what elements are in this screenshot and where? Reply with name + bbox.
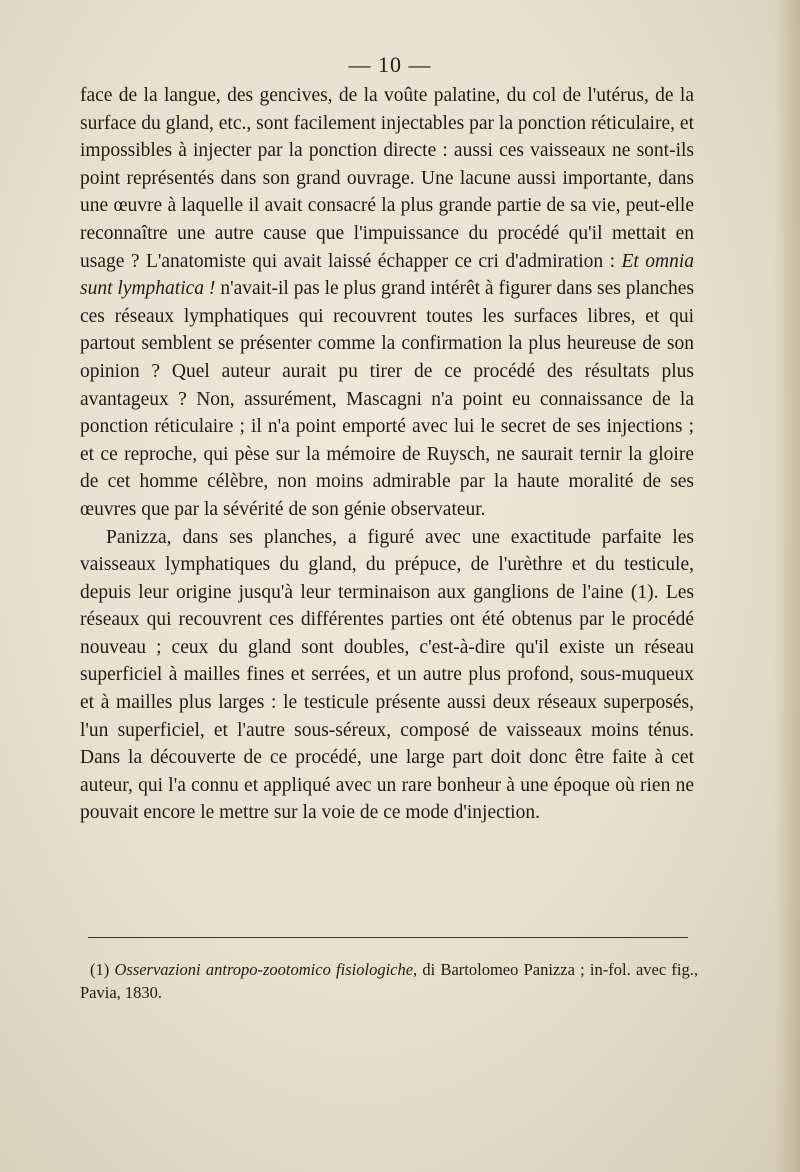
- footnote: [80, 958, 698, 1004]
- paragraph-1: [80, 82, 694, 524]
- latin-quote: Et omnia sunt lymphatica !: [80, 250, 694, 300]
- paragraph-2: Panizza, dans ses planches, a figuré avec une exactitude parfaite les vaisseaux lymphatiques du gland, du prépuce, de l'urèthre et du testicule, depuis leur origine jusqu'à leur terminaison aux ganglions de l'aine (1). Les réseaux qui recouvrent ces différentes parties ont été obtenus par le procédé nouveau ; ceux du gland sont doubles, c'est-à-dire qu'il existe un réseau superficiel à mailles fines et serrées, et un autre plus profond, sous-muqueux et à mailles plus larges : le testicule présente aussi deux réseaux superposés, l'un superficiel, et l'autre sous-séreux, composé de vaisseaux moins ténus. Dans la découverte de ce procédé, une large part doit donc être faite à cet auteur, qui l'a connu et appliqué avec un rare bonheur à une époque où rien ne pouvait encore le mettre sur la voie de ce mode d'injection.: [80, 526, 694, 824]
- paragraph-1-part-1: face de la langue, des gencives, de la voûte palatine, du col de l'utérus, de la surface du gland, etc., sont facilement injectables par la ponction réticulaire, et impossibles à injecter par la ponction directe : aussi ces vaisseaux ne sont-ils point représentés dans son grand ouvrage. Une lacune aussi importante, dans une œuvre à laquelle il avait consacré la plus grande partie de sa vie, peut-elle reconnaître une autre cause que l'impuissance du procédé qu'il mettait en usage ? L'anatomiste qui avait laissé échapper ce cri d'admiration :: [80, 85, 694, 272]
- paragraph-1-part-2: n'avait-il pas le plus grand intérêt à figurer dans ses planches ces réseaux lymphatiques qui recouvrent toutes les surfaces libres, et qui partout semblent se présenter comme la confirmation la plus heureuse de son opinion ? Quel auteur aurait pu tirer de ce procédé des résultats plus avantageux ? Non, assurément, Mascagni n'a point eu connaissance de la ponction réticulaire ; il n'a point emporté avec lui le secret de ses injections ; et ce reproche, qui pèse sur la mémoire de Ruysch, ne saurait ternir la gloire de cet homme célèbre, non moins admirable par la haute moralité de ses œuvres que par la sévérité de son génie observateur.: [80, 278, 694, 520]
- page-number: — 10 —: [348, 52, 432, 77]
- footnote-rule: [88, 937, 688, 938]
- footnote-marker: (1): [90, 960, 115, 979]
- body-text: [80, 82, 694, 827]
- footnote-title: Osservazioni antropo-zootomico fisiologiche: [114, 960, 414, 979]
- page-edge-shadow: [774, 0, 800, 1172]
- footnote-rest: , di Bartolomeo Panizza ; in-fol. avec fig., Pavia, 1830.: [80, 960, 698, 1002]
